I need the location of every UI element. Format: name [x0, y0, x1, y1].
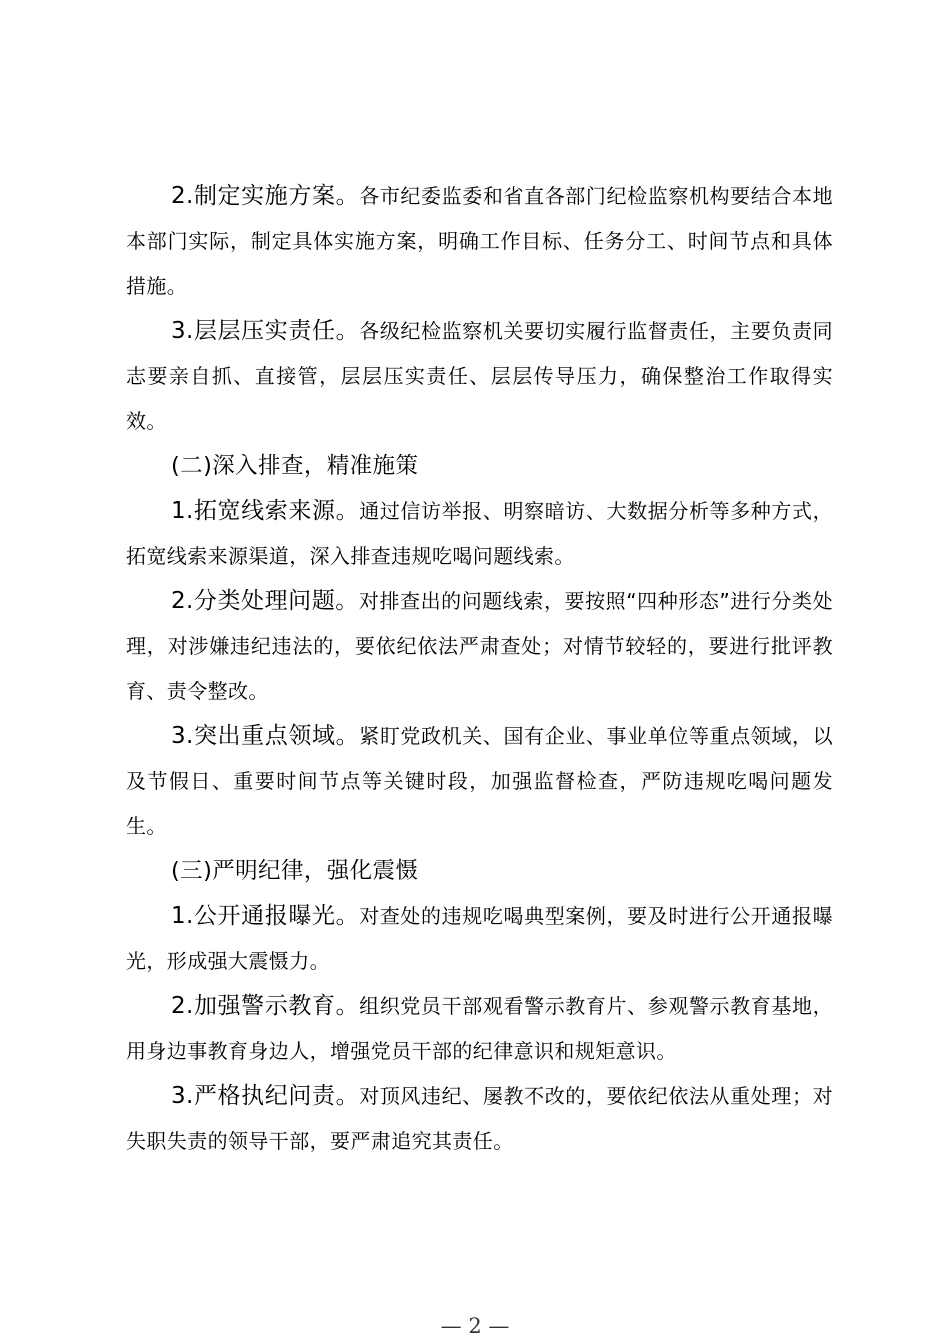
- paragraph-body: 通过信访举报、明察暗访、大数据分析等多种方式，拓宽线索来源渠道，深入排查违规吃喝问题线索。: [126, 499, 834, 568]
- paragraph-responsibility: [126, 309, 833, 444]
- paragraph-lead: 3.突出重点领域。: [171, 723, 360, 749]
- paragraph-lead: 3.严格执纪问责。: [171, 1083, 360, 1109]
- paragraph-body: 各市纪委监委和省直各部门纪检监察机构要结合本地本部门实际，制定具体实施方案，明确工作目标、任务分工、时间节点和具体措施。: [126, 184, 834, 298]
- page-number: — 2 —: [440, 1314, 510, 1338]
- paragraph-lead: 2.制定实施方案。: [171, 183, 360, 209]
- paragraph-lead: 2.加强警示教育。: [171, 993, 360, 1019]
- paragraph-body: 对查处的违规吃喝典型案例，要及时进行公开通报曝光，形成强大震慑力。: [126, 904, 834, 973]
- paragraph-body: 紧盯党政机关、国有企业、事业单位等重点领域，以及节假日、重要时间节点等关键时段，加强监督检查，严防违规吃喝问题发生。: [126, 724, 834, 838]
- paragraph-lead: 3.层层压实责任。: [171, 318, 360, 344]
- paragraph-lead: 1.拓宽线索来源。: [171, 498, 360, 524]
- paragraph-accountability: [126, 1074, 833, 1164]
- paragraph-body: 组织党员干部观看警示教育片、参观警示教育基地，用身边事教育身边人，增强党员干部的纪律意识和规矩意识。: [126, 994, 834, 1063]
- section-heading-3: (三)严明纪律，强化震慑: [171, 858, 419, 884]
- paragraph-public-notice: [126, 894, 833, 984]
- paragraph-body: 对顶风违纪、屡教不改的，要依纪依法从重处理；对失职失责的领导干部，要严肃追究其责任。: [126, 1084, 834, 1153]
- document-body: [126, 174, 833, 1164]
- paragraph-warning-education: [126, 984, 833, 1074]
- paragraph-body: 对排查出的问题线索，要按照“四种形态”进行分类处理，对涉嫌违纪违法的，要依纪依法严肃查处；对情节较轻的，要进行批评教育、责令整改。: [126, 589, 833, 703]
- paragraph-classify: [126, 579, 833, 714]
- paragraph-lead: 2.分类处理问题。: [171, 588, 359, 614]
- paragraph-make-plan: [126, 174, 833, 309]
- paragraph-clue-sources: [126, 489, 833, 579]
- paragraph-lead: 1.公开通报曝光。: [171, 903, 360, 929]
- paragraph-body: 各级纪检监察机关要切实履行监督责任，主要负责同志要亲自抓、直接管，层层压实责任、层层传导压力，确保整治工作取得实效。: [126, 319, 834, 433]
- paragraph-key-areas: [126, 714, 833, 849]
- section-heading-2: (二)深入排查，精准施策: [171, 453, 419, 479]
